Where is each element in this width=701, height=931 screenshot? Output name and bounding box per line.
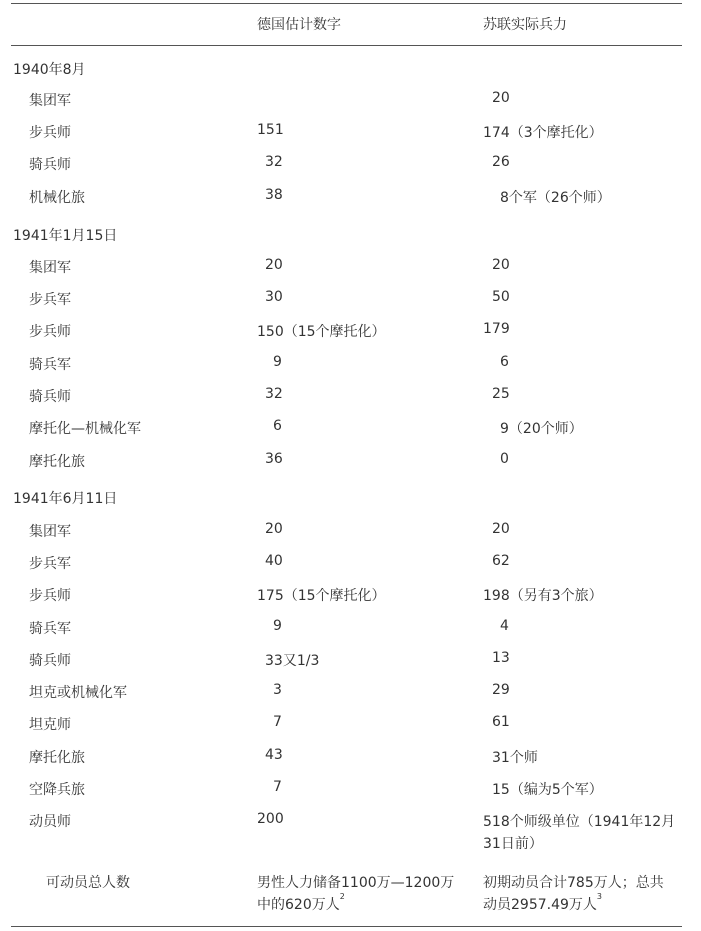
table-row xyxy=(0,553,701,575)
soviet-value: 4 xyxy=(500,618,509,634)
table-row xyxy=(0,321,701,343)
table-row xyxy=(0,187,701,209)
soviet-value: 13 xyxy=(492,650,510,666)
table-row xyxy=(0,521,701,543)
german-value: 30 xyxy=(265,289,283,305)
row-label: 集团军 xyxy=(29,93,71,109)
soviet-value: 29 xyxy=(492,682,510,698)
row-label: 步兵师 xyxy=(29,588,71,604)
german-value: 7 xyxy=(273,779,282,795)
section-title: 1940年8月 xyxy=(13,62,86,78)
german-value-text: 中的620万人 xyxy=(257,897,340,913)
table-row xyxy=(0,650,701,672)
soviet-value-line1: 518个师级单位（1941年12月 xyxy=(483,814,676,830)
german-value: 9 xyxy=(273,354,282,370)
soviet-value: 61 xyxy=(492,714,510,730)
german-value-line1: 男性人力储备1100万—1200万 xyxy=(257,875,455,891)
table-row xyxy=(0,354,701,376)
row-label: 骑兵军 xyxy=(29,621,71,637)
soviet-value: 50 xyxy=(492,289,510,305)
row-label: 骑兵师 xyxy=(29,389,71,405)
table-row xyxy=(0,122,701,144)
table-row xyxy=(0,779,701,801)
row-label: 骑兵军 xyxy=(29,357,71,373)
soviet-value: 20 xyxy=(492,521,510,537)
row-label: 步兵师 xyxy=(29,125,71,141)
soviet-value: 62 xyxy=(492,553,510,569)
table-row xyxy=(0,90,701,112)
soviet-value: 179 xyxy=(483,321,510,337)
soviet-value: 9（20个师） xyxy=(500,421,583,437)
german-value: 175（15个摩托化） xyxy=(257,588,386,604)
table-row xyxy=(0,386,701,408)
soviet-value: 6 xyxy=(500,354,509,370)
row-label: 可动员总人数 xyxy=(46,875,130,891)
table-row xyxy=(0,418,701,440)
soviet-value-line1: 初期动员合计785万人；总共 xyxy=(483,875,664,891)
german-value: 36 xyxy=(265,451,283,467)
german-value: 43 xyxy=(265,747,283,763)
row-label: 步兵军 xyxy=(29,292,71,308)
row-label: 坦克师 xyxy=(29,717,71,733)
soviet-value: 31个师 xyxy=(492,750,538,766)
row-label: 空降兵旅 xyxy=(29,782,85,798)
section-title: 1941年1月15日 xyxy=(13,228,118,244)
german-value: 151 xyxy=(257,122,284,138)
table-row xyxy=(0,257,701,279)
row-label: 步兵军 xyxy=(29,556,71,572)
soviet-value: 198（另有3个旅） xyxy=(483,588,603,604)
german-value: 40 xyxy=(265,553,283,569)
table-row xyxy=(0,872,701,920)
table-row xyxy=(0,682,701,704)
table-row xyxy=(0,154,701,176)
german-value: 150（15个摩托化） xyxy=(257,324,386,340)
soviet-value: 0 xyxy=(500,451,509,467)
row-label: 集团军 xyxy=(29,524,71,540)
table-row xyxy=(0,714,701,736)
row-label: 摩托化旅 xyxy=(29,750,85,766)
row-label: 机械化旅 xyxy=(29,190,85,206)
footnote-marker: 2 xyxy=(339,892,345,901)
german-value: 20 xyxy=(265,257,283,273)
soviet-value-line2: 31日前） xyxy=(483,836,543,852)
german-value: 3 xyxy=(273,682,282,698)
soviet-value: 20 xyxy=(492,90,510,106)
table-bottom-rule xyxy=(11,926,682,927)
header-german-estimate: 德国估计数字 xyxy=(257,17,341,33)
row-label: 摩托化旅 xyxy=(29,454,85,470)
soviet-value-line2 xyxy=(483,894,602,914)
soviet-value: 25 xyxy=(492,386,510,402)
footnote-marker: 3 xyxy=(596,892,602,901)
soviet-value: 174（3个摩托化） xyxy=(483,125,603,141)
row-label: 坦克或机械化军 xyxy=(29,685,127,701)
table-row xyxy=(0,451,701,473)
table-top-rule xyxy=(11,3,682,4)
row-label: 步兵师 xyxy=(29,324,71,340)
german-value: 32 xyxy=(265,154,283,170)
header-soviet-actual: 苏联实际兵力 xyxy=(483,17,567,33)
german-value: 20 xyxy=(265,521,283,537)
german-value: 6 xyxy=(273,418,282,434)
german-value: 38 xyxy=(265,187,283,203)
table-row xyxy=(0,747,701,769)
table-row xyxy=(0,618,701,640)
row-label: 骑兵师 xyxy=(29,157,71,173)
soviet-value: 20 xyxy=(492,257,510,273)
german-value: 32 xyxy=(265,386,283,402)
header-rule xyxy=(11,45,682,46)
row-label: 动员师 xyxy=(29,814,71,830)
german-value: 200 xyxy=(257,811,284,827)
row-label: 集团军 xyxy=(29,260,71,276)
german-value: 7 xyxy=(273,714,282,730)
soviet-value: 15（编为5个军） xyxy=(492,782,603,798)
row-label: 摩托化—机械化军 xyxy=(29,421,141,437)
table-row xyxy=(0,585,701,607)
soviet-value-text: 动员2957.49万人 xyxy=(483,897,597,913)
german-value: 33又1/3 xyxy=(265,653,320,669)
soviet-value: 26 xyxy=(492,154,510,170)
table-row xyxy=(0,289,701,311)
row-label: 骑兵师 xyxy=(29,653,71,669)
section-title: 1941年6月11日 xyxy=(13,491,118,507)
table-row xyxy=(0,811,701,855)
soviet-value: 8个军（26个师） xyxy=(500,190,611,206)
german-value-line2 xyxy=(257,894,345,914)
german-value: 9 xyxy=(273,618,282,634)
